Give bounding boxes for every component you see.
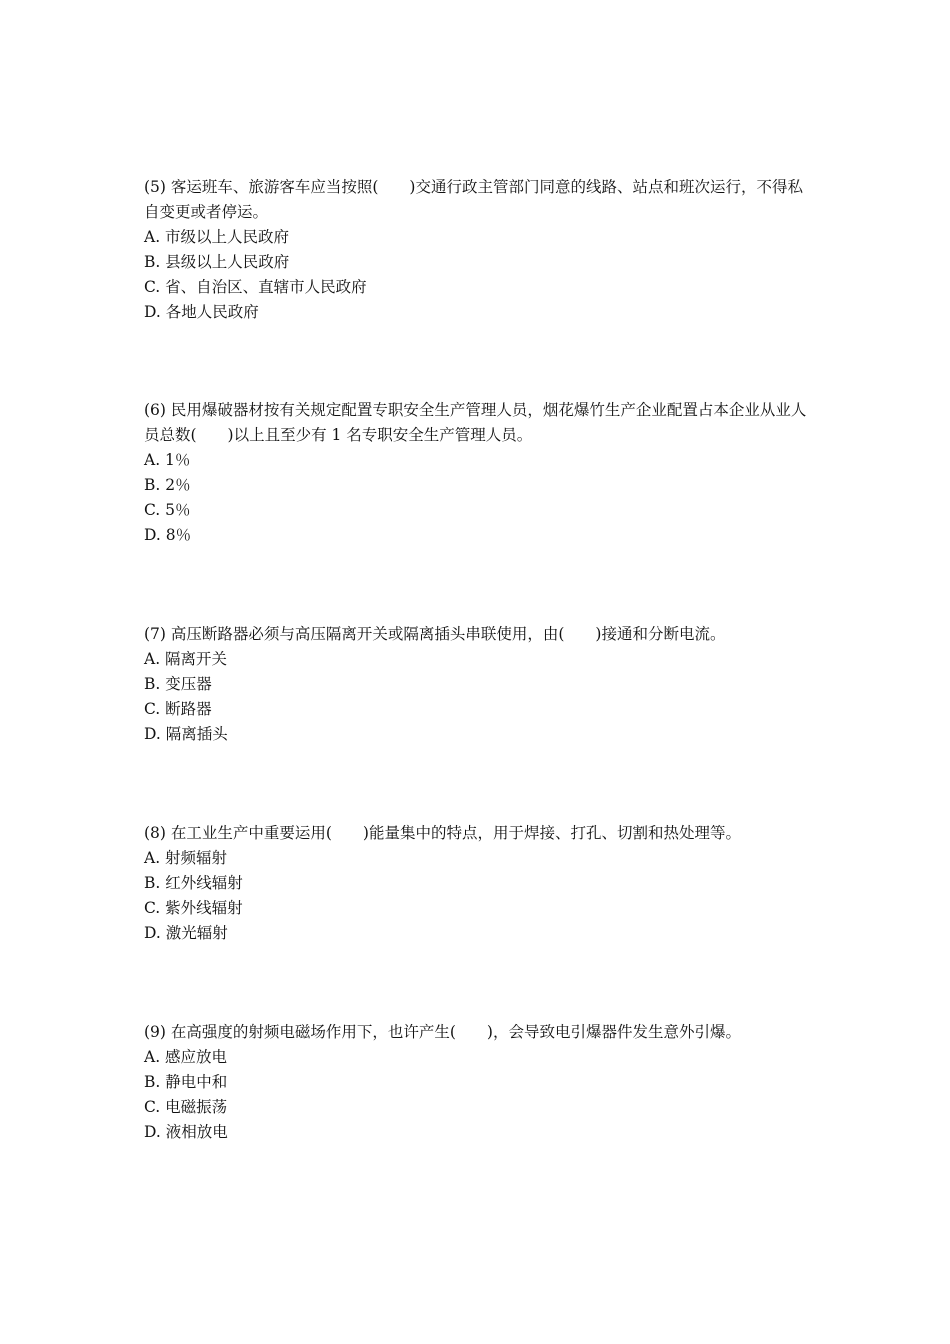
- option-a: A. 市级以上人民政府: [144, 228, 290, 246]
- option-a: A. 1％: [144, 451, 191, 469]
- question-stem: (5) 客运班车、旅游客车应当按照( )交通行政主管部门同意的线路、站点和班次运行，不得私自变更或者停运。: [144, 178, 803, 221]
- option-c: C. 省、自治区、直辖市人民政府: [144, 278, 367, 296]
- option-b: B. 红外线辐射: [144, 874, 243, 892]
- question-stem: (6) 民用爆破器材按有关规定配置专职安全生产管理人员，烟花爆竹生产企业配置占本企业从业人员总数( )以上且至少有 1 名专职安全生产管理人员。: [144, 401, 807, 444]
- option-c: C. 5％: [144, 501, 191, 519]
- question-stem: (9) 在高强度的射频电磁场作用下，也许产生( )，会导致电引爆器件发生意外引爆。: [144, 1023, 741, 1041]
- option-d: D. 隔离插头: [144, 725, 228, 743]
- option-b: B. 变压器: [144, 675, 212, 693]
- option-c: C. 电磁振荡: [144, 1098, 228, 1116]
- option-a: A. 隔离开关: [144, 650, 228, 668]
- option-d: D. 液相放电: [144, 1123, 228, 1141]
- option-d: D. 激光辐射: [144, 924, 228, 942]
- option-b: B. 静电中和: [144, 1073, 228, 1091]
- question-6: [144, 398, 816, 548]
- option-c: C. 断路器: [144, 700, 212, 718]
- question-7: [144, 622, 816, 747]
- question-8: [144, 821, 816, 946]
- option-d: D. 各地人民政府: [144, 303, 259, 321]
- question-stem: (8) 在工业生产中重要运用( )能量集中的特点，用于焊接、打孔、切割和热处理等。: [144, 824, 741, 842]
- option-b: B. 县级以上人民政府: [144, 253, 290, 271]
- question-5: [144, 175, 816, 325]
- option-b: B. 2％: [144, 476, 191, 494]
- question-stem: (7) 高压断路器必须与高压隔离开关或隔离插头串联使用，由( )接通和分断电流。: [144, 625, 726, 643]
- question-9: [144, 1020, 816, 1145]
- option-a: A. 感应放电: [144, 1048, 228, 1066]
- option-c: C. 紫外线辐射: [144, 899, 243, 917]
- option-a: A. 射频辐射: [144, 849, 228, 867]
- option-d: D. 8％: [144, 526, 192, 544]
